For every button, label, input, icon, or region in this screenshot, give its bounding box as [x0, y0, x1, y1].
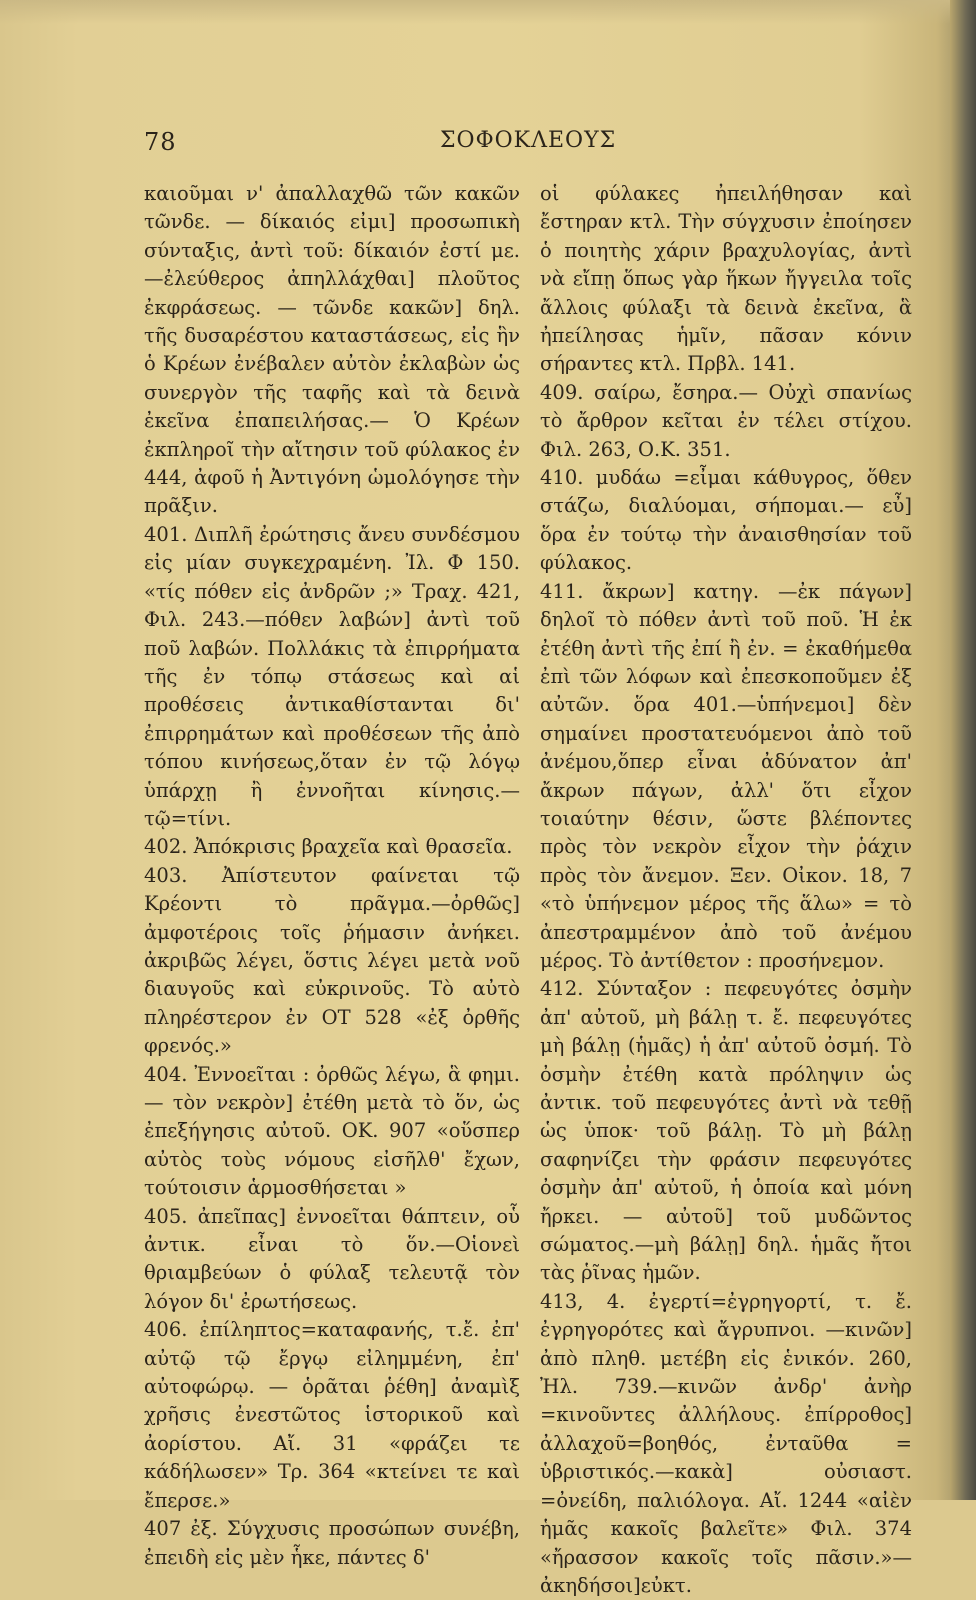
paragraph: καιοῦμαι ν' ἀπαλλαχθῶ τῶν κακῶν τῶνδε. — δίκαιός εἰμι] προσωπικὴ σύνταξις, ἀντὶ τοῦ: δίκαιόν ἐστί με. —ἐλεύθερος ἀπηλλάχθαι] πλοῦτος ἐκφράσεως. — τῶνδε κακῶν] δηλ. τῆς δυσαρέστου καταστάσεως, εἰς ἣν ὁ Κρέων ἐνέβαλεν αὐτὸν ἐκλαβὼν ὡς συνεργὸν τῆς ταφῆς καὶ τὰ δεινὰ ἐκεῖνα ἐπαπειλήσας.— Ὁ Κρέων ἐκπληροῖ τὴν αἴτησιν τοῦ φύλακος ἐν 444, ἀφοῦ ἡ Ἀντιγόνη ὡμολόγησε τὴν πρᾶξιν.: [144, 182, 520, 518]
paragraph: 407 ἐξ. Σύγχυσις προσώπων συνέβη, ἐπειδὴ εἰς μὲν ἧκε, πάντες δ': [144, 1517, 520, 1569]
page-number: 78: [144, 128, 177, 156]
paragraph: 409. σαίρω, ἔσηρα.— Οὐχὶ σπανίως τὸ ἄρθρον κεῖται ἐν τέλει στίχου. Φιλ. 263, Ο.Κ. 351.: [540, 380, 912, 461]
book-binding-edge: [950, 0, 976, 1500]
right-column: [540, 180, 912, 1600]
paragraph: 413, 4. ἐγερτί=ἐγρηγορτί, τ. ἔ. ἐγρηγορότες καὶ ἄγρυπνοι. —κινῶν] ἀπὸ πληθ. μετέβη εἰς ἑνικόν. 260, Ἠλ. 739.—κινῶν ἀνδρ' ἀνὴρ =κινοῦντες ἀλλήλους. ἐπίρροθος] ἀλλαχοῦ=βοηθός, ἐνταῦθα = ὑβριστικός.—κακὰ] οὐσιαστ. =ὀνείδη, παλιόλογα. Αἴ. 1244 «αἰὲν ἡμᾶς κακοῖς βαλεῖτε» Φιλ. 374 «ἤρασσον κακοῖς τοῖς πᾶσιν.»—ἀκηδήσοι]εὐκτ.: [540, 1289, 912, 1597]
page-top-edge: [0, 0, 976, 24]
paragraph: 411. ἄκρων] κατηγ. —ἐκ πάγων] δηλοῖ τὸ πόθεν ἀντὶ τοῦ ποῦ. Ἡ ἐκ ἐτέθη ἀντὶ τῆς ἐπί ἢ ἐν. = ἐκαθήμεθα ἐπὶ τῶν λόφων καὶ ἐπεσκοποῦμεν ἐξ αὐτῶν. ὅρα 401.—ὑπήνεμοι] δὲν σημαίνει προστατευόμενοι ἀπὸ τοῦ ἀνέμου,ὅπερ εἶναι ἀδύνατον ἀπ' ἄκρων πάγων, ἀλλ' ὅτι εἶχον τοιαύτην θέσιν, ὥστε βλέποντες πρὸς τὸν νεκρὸν εἶχον τὴν ῥάχιν πρὸς τὸν ἄνεμον. Ξεν. Οἰκον. 18, 7 «τὸ ὑπήνεμον μέρος τῆς ἅλω» = τὸ ἀπεστραμμένον ἀπὸ τοῦ ἀνέμου μέρος. Τὸ ἀντίθετον : προσήνεμον.: [540, 579, 912, 972]
paragraph: 406. ἐπίληπτος=καταφανής, τ.ἔ. ἐπ' αὐτῷ τῷ ἔργῳ εἰλημμένη, ἐπ' αὐτοφώρῳ. — ὁρᾶται ῥέθη] ἀναμὶξ χρῆσις ἐνεστῶτος ἱστορικοῦ καὶ ἀορίστου. Αἴ. 31 «φράζει τε κάδήλωσεν» Τρ. 364 «κτείνει τε καὶ ἔπερσε.»: [144, 1318, 520, 1512]
paragraph: 405. ἀπεῖπας] ἐννοεῖται θάπτειν, οὗ ἀντικ. εἶναι τὸ ὅν.—Οἱονεὶ θριαμβεύων ὁ φύλαξ τελευτᾷ τὸν λόγον δι' ἐρωτήσεως.: [144, 1204, 520, 1313]
running-title: ΣΟΦΟΚΛΕΟΥΣ: [440, 128, 617, 153]
paragraph: 403. Ἀπίστευτον φαίνεται τῷ Κρέοντι τὸ πρᾶγμα.—ὀρθῶς] ἀμφοτέροις τοῖς ῥήμασιν ἀνήκει. ἀκριβῶς λέγει, ὅστις λέγει μετὰ νοῦ διαυγοῦς καὶ εὐκρινοῦς. Τὸ αὐτὸ πληρέστερον ἐν ΟΤ 528 «ἐξ ὀρθῆς φρενός.»: [144, 863, 520, 1058]
paragraph: 401. Διπλῆ ἐρώτησις ἄνευ συνδέσμου εἰς μίαν συγκεχραμένη. Ἰλ. Φ 150. «τίς πόθεν εἰς ἀνδρῶν ;» Τραχ. 421, Φιλ. 243.—πόθεν λαβών] ἀντὶ τοῦ ποῦ λαβών. Πολλάκις τὰ ἐπιρρήματα τῆς ἐν τόπῳ στάσεως καὶ αἱ προθέσεις ἀντικαθίστανται δι' ἐπιρρημάτων καὶ προθέσεων τῆς ἀπὸ τόπου κινήσεως,ὅταν ἐν τῷ λόγῳ ὑπάρχῃ ἢ ἐννοῆται κίνησις.— τῷ=τίνι.: [144, 522, 520, 830]
paragraph: 404. Ἐννοεῖται : ὀρθῶς λέγω, ἃ φημι. — τὸν νεκρὸν] ἐτέθη μετὰ τὸ ὅν, ὡς ἐπεξήγησις αὐτοῦ. ΟΚ. 907 «οὕσπερ αὐτὸς τοὺς νόμους εἰσῆλθ' ἔχων, τούτοισιν ἁρμοσθήσεται »: [144, 1062, 520, 1200]
paragraph: οἱ φύλακες ἠπειλήθησαν καὶ ἔστηραν κτλ. Τὴν σύγχυσιν ἐποίησεν ὁ ποιητὴς χάριν βραχυλογίας, ἀντὶ νὰ εἴπῃ ὅπως γὰρ ἥκων ἤγγειλα τοῖς ἄλλοις φύλαξι τὰ δεινὰ ἐκεῖνα, ἃ ἠπείλησας ἡμῖν, πᾶσαν κόνιν σήραντες κτλ. Πρβλ. 141.: [540, 182, 912, 376]
left-column: [144, 180, 520, 1572]
paragraph: 412. Σύνταξον : πεφευγότες ὀσμὴν ἀπ' αὐτοῦ, μὴ βάλῃ τ. ἔ. πεφευγότες μὴ βάλῃ (ἡμᾶς) ἡ ἀπ' αὐτοῦ ὀσμή. Τὸ ὀσμὴν ἐτέθη κατὰ πρόληψιν ὡς ἀντικ. τοῦ πεφευγότες ἀντὶ νὰ τεθῇ ὡς ὑποκ· τοῦ βάλῃ. Τὸ μὴ βάλῃ σαφηνίζει τὴν φράσιν πεφευγότες ὀσμὴν ἀπ' αὐτοῦ, ἡ ὁποία καὶ μόνη ἤρκει. — αὐτοῦ] τοῦ μυδῶντος σώματος.—μὴ βάλῃ] δηλ. ἡμᾶς ἤτοι τὰς ῥῖνας ἡμῶν.: [540, 977, 912, 1285]
paragraph: 402. Ἀπόκρισις βραχεῖα καὶ θρασεῖα.: [144, 835, 513, 859]
paragraph: 410. μυδάω =εἶμαι κάθυγρος, ὅθεν στάζω, διαλύομαι, σήπομαι.— εὖ] ὅρα ἐν τούτῳ τὴν ἀναισθησίαν τοῦ φύλακος.: [540, 466, 912, 575]
